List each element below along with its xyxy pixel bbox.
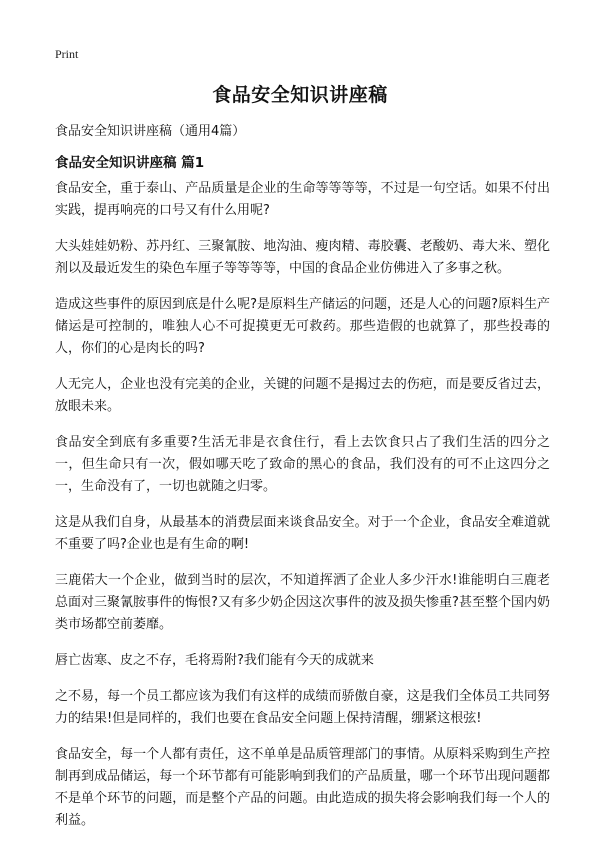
paragraph: 大头娃娃奶粉、苏丹红、三聚氰胺、地沟油、瘦肉精、毒胶囊、老酸奶、毒大米、塑化剂以及最近发生的染色车厘子等等等等，中国的食品企业仿佛进入了多事之秋。 xyxy=(55,239,550,276)
paragraph: 食品安全，每一个人都有责任，这不单单是品质管理部门的事情。从原料采购到生产控制再到成品储运，每一个环节都有可能影响到我们的产品质量，哪一个环节出现问题都不是单个环节的问题，而是整个产品的问题。由此造成的损失将会影响我们每一个人的利益。 xyxy=(55,747,550,828)
paragraph: 三鹿偌大一个企业，做到当时的层次，不知道挥洒了企业人多少汗水!谁能明白三鹿老总面对三聚氰胺事件的悔恨?又有多少奶企因这次事件的波及损失惨重?甚至整个国内奶类市场都空前萎靡。 xyxy=(55,573,550,632)
paragraph: 唇亡齿寒、皮之不存，毛将焉附?我们能有今天的成就来 xyxy=(55,653,374,668)
paragraph: 人无完人，企业也没有完美的企业，关键的问题不是揭过去的伤疤，而是要反省过去，放眼未来。 xyxy=(55,377,550,414)
paragraph: 这是从我们自身，从最基本的消费层面来谈食品安全。对于一个企业，食品安全难道就不重要了吗?企业也是有生命的啊! xyxy=(55,515,550,552)
section-heading: 食品安全知识讲座稿 篇1 xyxy=(55,155,205,171)
document-subtitle: 食品安全知识讲座稿（通用4篇） xyxy=(55,124,246,139)
paragraph: 食品安全，重于泰山、产品质量是企业的生命等等等等，不过是一句空话。如果不付出实践，提再响亮的口号又有什么用呢? xyxy=(55,181,550,218)
paragraph: 之不易，每一个员工都应该为我们有这样的成绩而骄傲自豪，这是我们全体员工共同努力的结果!但是同样的，我们也要在食品安全问题上保持清醒，绷紧这根弦! xyxy=(55,689,550,726)
article-body xyxy=(55,178,550,846)
paragraph: 造成这些事件的原因到底是什么呢?是原料生产储运的问题，还是人心的问题?原料生产储运是可控制的，唯独人心不可捉摸更无可救药。那些造假的也就算了，那些投毒的人，你们的心是肉长的吗? xyxy=(55,297,550,356)
page-title: 食品安全知识讲座稿 xyxy=(212,84,388,106)
paragraph: 食品安全到底有多重要?生活无非是衣食住行，看上去饮食只占了我们生活的四分之一，但生命只有一次，假如哪天吃了致命的黑心的食品，我们没有的可不止这四分之一，生命没有了，一切也就随之归零。 xyxy=(55,435,550,494)
print-link[interactable]: Print xyxy=(55,47,79,61)
